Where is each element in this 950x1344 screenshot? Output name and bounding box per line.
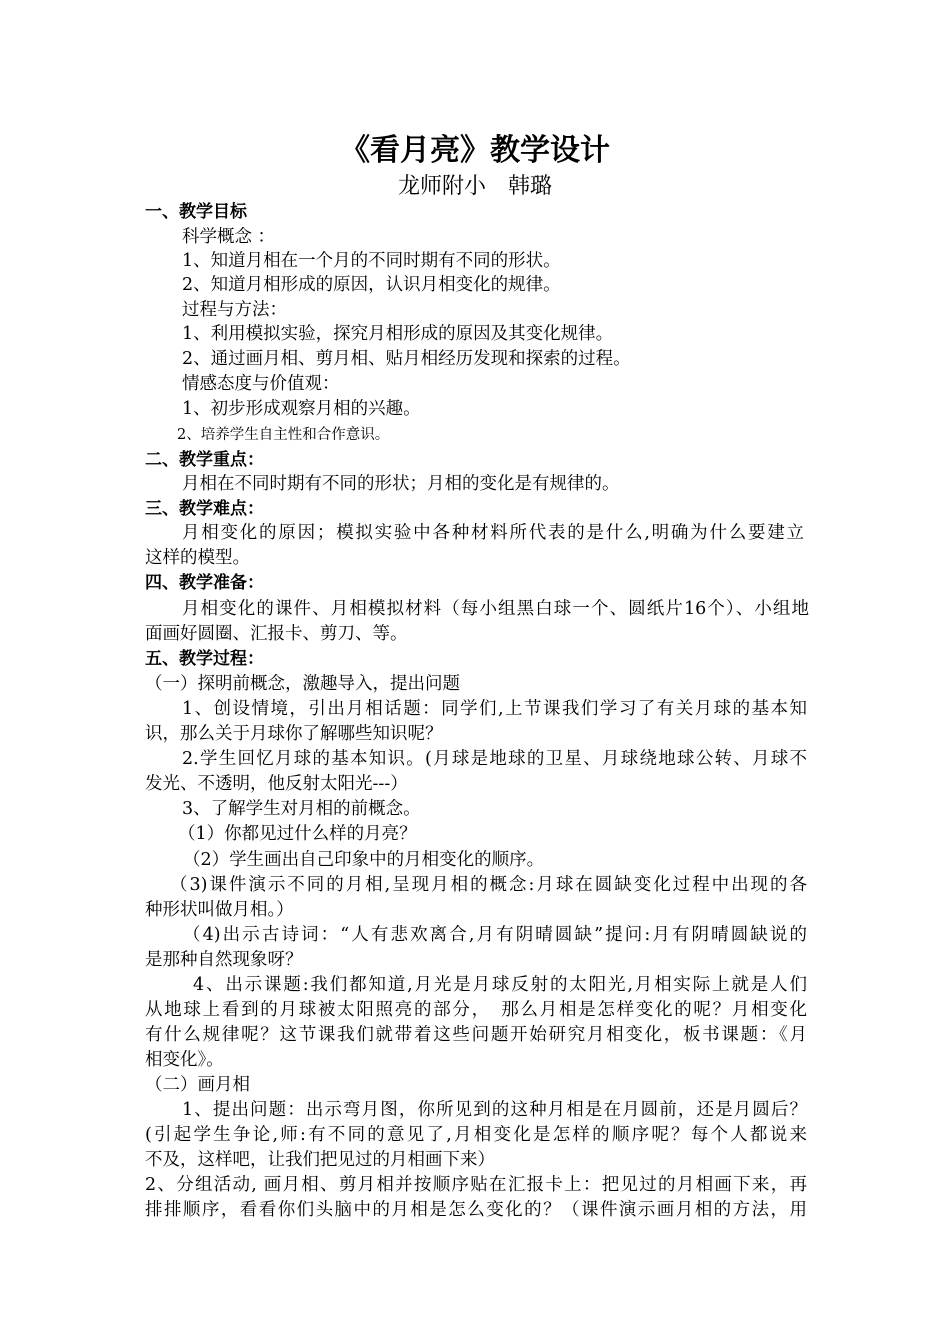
paragraph-line: 月相变化的课件、月相模拟材料（每小组黑白球一个、圆纸片16个）、小组地 (182, 599, 809, 619)
paragraph-line: 面画好圆圈、汇报卡、剪刀、等。 (145, 624, 408, 644)
paragraph-line: 种形状叫做月相。） (145, 900, 294, 920)
paragraph-line: （二）画月相 (145, 1075, 250, 1095)
paragraph-line: 有什么规律呢？这节课我们就带着这些问题开始研究月相变化，板书课题：《月 (145, 1025, 807, 1045)
paragraph-line: 1、初步形成观察月相的兴趣。 (182, 399, 421, 419)
paragraph-line: 2、培养学生自主性和合作意识。 (177, 427, 390, 443)
paragraph-line: 1、知道月相在一个月的不同时期有不同的形状。 (182, 251, 561, 271)
section-heading-process: 五、教学过程： (145, 649, 264, 669)
paragraph-line: 1、创设情境，引出月相话题：同学们,上节课我们学习了有关月球的基本知 (182, 699, 807, 719)
paragraph-line: （4)出示古诗词：“人有悲欢离合,月有阴晴圆缺”提问:月有阴晴圆缺说的 (183, 925, 807, 945)
section-heading-key-points: 二、教学重点： (145, 450, 264, 470)
section-heading-difficulties: 三、教学难点： (145, 499, 264, 519)
paragraph-line: 1、利用模拟实验，探究月相形成的原因及其变化规律。 (182, 324, 614, 344)
document-title: 《看月亮》教学设计 (340, 133, 610, 168)
paragraph-line: (引起学生争论,师:有不同的意见了,月相变化是怎样的顺序呢？每个人都说来 (145, 1125, 807, 1145)
paragraph-line: （3)课件演示不同的月相,呈现月相的概念:月球在圆缺变化过程中出现的各 (170, 875, 807, 895)
paragraph-line: 3、了解学生对月相的前概念。 (182, 799, 421, 819)
paragraph-line: 识，那么关于月球你了解哪些知识呢？ (145, 724, 443, 744)
paragraph-line: 过程与方法： (182, 300, 287, 320)
section-heading-objectives: 一、教学目标 (145, 202, 247, 222)
paragraph-line: 情感态度与价值观： (182, 374, 340, 394)
paragraph-line: 4、出示课题:我们都知道,月光是月球反射的太阳光,月相实际上就是人们 (193, 975, 807, 995)
paragraph-line: 月相在不同时期有不同的形状；月相的变化是有规律的。 (182, 474, 620, 494)
paragraph-line: 不及，这样吧，让我们把见过的月相画下来） (145, 1150, 495, 1170)
paragraph-line: 2、知道月相形成的原因，认识月相变化的规律。 (182, 275, 561, 295)
paragraph-line: 排排顺序，看看你们头脑中的月相是怎么变化的？（课件演示画月相的方法，用 (145, 1200, 807, 1220)
paragraph-line: 2、分组活动, 画月相、剪月相并按顺序贴在汇报卡上：把见过的月相画下来，再 (145, 1175, 807, 1195)
section-heading-preparation: 四、教学准备： (145, 573, 264, 593)
paragraph-line: 1、提出问题：出示弯月图，你所见到的这种月相是在月圆前，还是月圆后？ (182, 1100, 807, 1120)
paragraph-line: （一）探明前概念，激趣导入，提出问题 (145, 674, 460, 694)
paragraph-line: 科学概念 ： (182, 227, 276, 247)
paragraph-line: 发光、不透明，他反射太阳光---） (145, 774, 408, 794)
paragraph-line: 从地球上看到的月球被太阳照亮的部分， 那么月相是怎样变化的呢？月相变化 (145, 1000, 807, 1020)
paragraph-line: 2、通过画月相、剪月相、贴月相经历发现和探索的过程。 (182, 349, 631, 369)
paragraph-line: 这样的模型。 (145, 548, 250, 568)
paragraph-line: 相变化》。 (145, 1050, 224, 1070)
paragraph-line: 月相变化的原因；模拟实验中各种材料所代表的是什么,明确为什么要建立 (182, 523, 804, 543)
paragraph-line: 2.学生回忆月球的基本知识。(月球是地球的卫星、月球绕地球公转、月球不 (182, 749, 807, 769)
paragraph-line: 是那种自然现象呀？ (145, 950, 303, 970)
paragraph-line: （1）你都见过什么样的月亮？ (178, 824, 417, 844)
paragraph-line: （2）学生画出自己印象中的月相变化的顺序。 (183, 850, 545, 870)
document-subtitle: 龙师附小 韩璐 (397, 174, 552, 199)
